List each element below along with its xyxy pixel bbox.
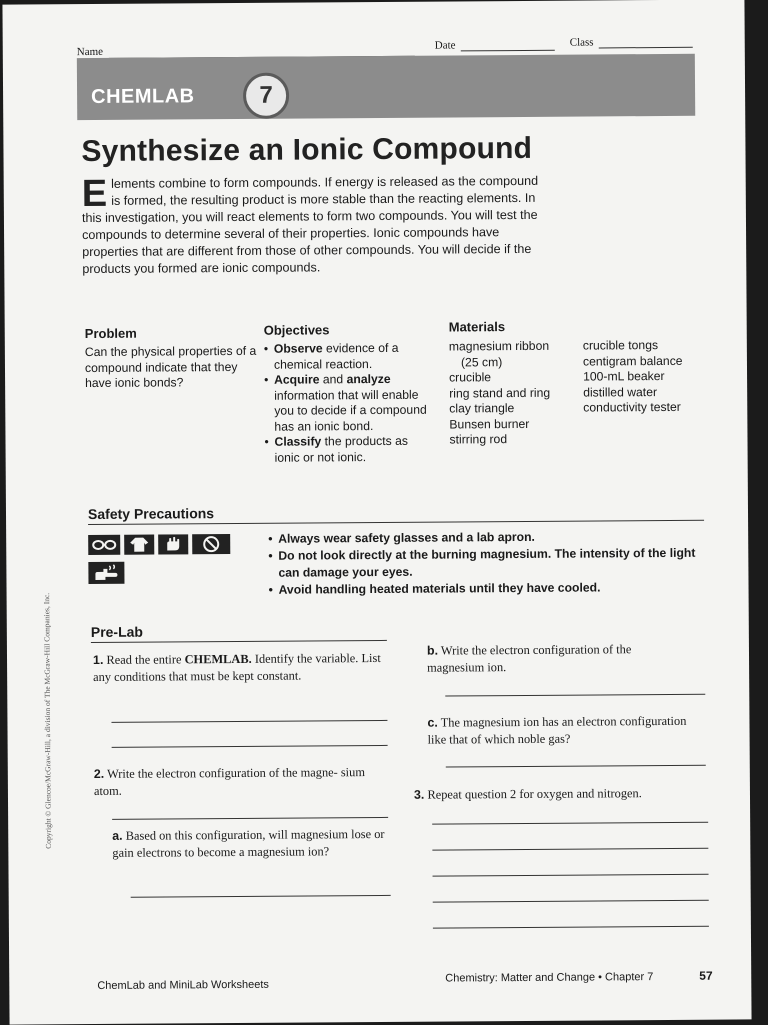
material-item: Bunsen burner	[449, 416, 579, 432]
objective-item: • Observe evidence of a chemical reaction.	[264, 341, 430, 373]
objective-item: • Acquire and analyze information that will enable you to decide if a compound has an ionic bond.	[264, 372, 430, 435]
answer-line[interactable]	[433, 874, 709, 877]
safety-item: • Avoid handling heated materials until they have cooled.	[268, 579, 698, 599]
material-item: 100-mL beaker	[583, 369, 709, 385]
problem-section	[85, 325, 260, 392]
objective-item: • Classify the products as ionic or not ionic.	[264, 434, 430, 466]
footer-right: Chemistry: Matter and Change • Chapter 7	[445, 971, 653, 984]
prelab-heading: Pre-Lab	[91, 624, 143, 640]
page-title: Synthesize an Ionic Compound	[81, 132, 532, 169]
safety-icons	[88, 534, 238, 595]
date-label: Date	[435, 39, 456, 51]
answer-line[interactable]	[131, 895, 391, 898]
answer-line[interactable]	[432, 848, 708, 851]
answer-line[interactable]	[111, 720, 387, 723]
hand-icon	[158, 534, 188, 554]
material-item: conductivity tester	[583, 400, 709, 416]
objectives-list	[264, 341, 431, 466]
intro-text: lements combine to form compounds. If energy is released as the compound is formed, the resulting product is more stable than the reacting elements. In this investigation, you will react elements to form two compounds. You will test the compounds to determine several of their properties. Ionic compounds have properties that are different from those of other compounds. You will decide if the products you formed are ionic compounds.	[82, 174, 538, 276]
question-2a: a. Based on this configuration, will magnesium lose or gain electrons to become a magnesium ion?	[112, 826, 392, 862]
class-line	[599, 47, 693, 49]
banner-title: CHEMLAB	[91, 85, 195, 109]
material-item: ring stand and ring	[449, 385, 579, 401]
page-number: 57	[699, 969, 712, 983]
material-item: crucible tongs	[583, 338, 709, 354]
objectives-section	[264, 322, 431, 466]
name-label: Name	[77, 46, 103, 58]
answer-line[interactable]	[446, 765, 706, 768]
class-label: Class	[570, 36, 594, 48]
question-1: 1. Read the entire CHEMLAB. Identify the variable. List any conditions that must be kept constant.	[93, 650, 383, 686]
date-line	[461, 50, 555, 52]
answer-line[interactable]	[112, 817, 388, 820]
material-item: crucible	[449, 370, 579, 386]
heat-hand-icon	[88, 562, 124, 584]
safety-heading: Safety Precautions	[88, 505, 214, 522]
objectives-heading: Objectives	[264, 322, 430, 338]
problem-heading: Problem	[85, 325, 260, 341]
answer-line[interactable]	[433, 926, 709, 929]
copyright-notice: Copyright © Glencoe/McGraw-Hill, a division of The McGraw-Hill Companies, Inc.	[42, 541, 54, 901]
problem-text: Can the physical properties of a compound indicate that they have ionic bonds?	[85, 344, 260, 392]
safety-list	[268, 528, 698, 599]
material-item: centigram balance	[583, 353, 709, 369]
materials-col-2	[583, 338, 710, 416]
material-item: stirring rod	[449, 432, 579, 448]
answer-line[interactable]	[433, 900, 709, 903]
no-fire-icon	[192, 534, 230, 554]
materials-section	[449, 318, 709, 335]
lab-number-badge: 7	[243, 73, 289, 119]
worksheet-page	[2, 0, 751, 1025]
material-item: magnesium ribbon	[449, 339, 579, 355]
question-2c: c. The magnesium ion has an electron configuration like that of which noble gas?	[427, 713, 697, 749]
question-3: 3. Repeat question 2 for oxygen and nitrogen.	[414, 785, 704, 804]
lab-coat-icon	[124, 535, 154, 555]
answer-line[interactable]	[445, 694, 705, 697]
intro-paragraph	[82, 173, 543, 278]
materials-col-1	[449, 339, 580, 448]
material-item: (25 cm)	[449, 354, 579, 370]
goggles-icon	[88, 535, 120, 555]
question-2: 2. Write the electron configuration of the magne- sium atom.	[94, 764, 384, 800]
chemlab-banner	[77, 54, 695, 120]
dropcap: E	[82, 178, 108, 210]
answer-line[interactable]	[432, 822, 708, 825]
material-item: clay triangle	[449, 401, 579, 417]
safety-item: • Do not look directly at the burning magnesium. The intensity of the light can damage your eyes.	[268, 545, 698, 582]
materials-heading: Materials	[449, 318, 709, 335]
question-2b: b. Write the electron configuration of the magnesium ion.	[427, 641, 687, 677]
prelab-rule	[91, 640, 387, 643]
answer-line[interactable]	[112, 745, 388, 748]
safety-item: • Always wear safety glasses and a lab apron.	[268, 528, 698, 548]
material-item: distilled water	[583, 384, 709, 400]
footer-left: ChemLab and MiniLab Worksheets	[97, 979, 269, 992]
